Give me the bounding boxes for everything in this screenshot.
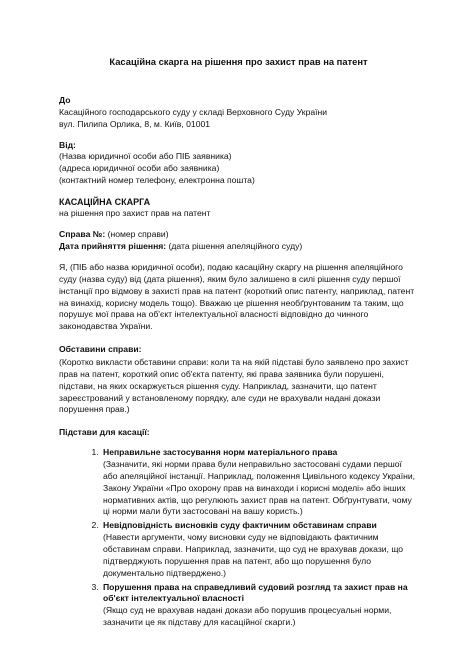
sender-label: Від:: [59, 139, 76, 150]
grounds-item-text: (Якщо суд не врахував надані докази або порушив процесуальні норми, зазначити це як підставу для касаційної скарги.): [103, 605, 392, 628]
complaint-heading: [59, 196, 418, 220]
grounds-label: Підстави для касації:: [59, 427, 150, 438]
grounds-item-title: 3. Порушення права на справедливий судовий розгляд та захист прав на об'єкт інтелектуальної власності: [103, 581, 408, 604]
sender-block: [59, 140, 418, 187]
grounds-item-title: 2. Невідповідність висновків суду фактичним обставинам справи: [103, 520, 377, 531]
circumstances-label: Обставини справи:: [59, 344, 142, 355]
recipient-block: [59, 95, 418, 131]
complaint-heading-title: КАСАЦІЙНА СКАРГА: [59, 196, 151, 207]
recipient-address: вул. Пилипа Орлика, 8, м. Київ, 01001: [59, 118, 211, 129]
case-info: [59, 229, 418, 253]
grounds-list: [59, 447, 418, 629]
sender-contacts: (контактний номер телефону, електронна пошта): [59, 175, 255, 186]
sender-name: (Назва юридичної особи або ПІБ заявника): [59, 151, 232, 162]
document-title: Касаційна скарга на рішення про захист прав на патент: [109, 56, 368, 67]
decision-date-line: [59, 241, 418, 253]
case-number-label: Справа №:: [59, 229, 106, 240]
case-number-line: [59, 229, 418, 241]
grounds-item: [101, 520, 418, 579]
circumstances-section: [59, 344, 418, 416]
grounds-item-text: (Навести аргументи, чому висновки суду не відповідають фактичним обставинам справи. Наприклад, зазначити, що суд не врахував докази, що підтверджують порушення прав на патент, або що порушення було документально підтверджено.): [103, 532, 404, 578]
sender-address: (адреса юридичної особи або заявника): [59, 163, 220, 174]
complaint-heading-subtitle: на рішення про захист прав на патент: [59, 208, 211, 219]
grounds-item: [101, 582, 418, 629]
intro-paragraph: Я, (ПІБ або назва юридичної особи), подаю касаційну скаргу на рішення апеляційного суду (назва суду) від (дата рішення), яким було залишено в силі рішення суду першої інстанції про відмову в захисті прав на патент (короткий опис патенту, наприклад, патент на винахід, корисну модель тощо). Вважаю це рішення необґрунтованим та таким, що порушує мої права на об'єкт інтелектуальної власності відповідно до чинного законодавства України.: [59, 261, 415, 332]
grounds-item-text: (Зазначити, які норми права були неправильно застосовані судами першої або апеляційної інстанції. Наприклад, положення Цивільного кодексу України, Закону України «Про охорону прав на винаходи і корисні моделі» або інших нормативних актів, що регулюють захист прав на патент. Обґрунтувати, чому ці норми мали бути застосовані на вашу користь.): [103, 459, 416, 517]
decision-date-label: Дата прийняття рішення:: [59, 241, 167, 252]
case-number-value: (номер справи): [105, 229, 169, 240]
grounds-item: [101, 447, 418, 518]
grounds-item-title: 1. Неправильне застосування норм матеріального права: [103, 447, 338, 458]
grounds-section: [59, 427, 418, 629]
circumstances-text: (Коротко викласти обставини справи: коли та на якій підставі було заявлено про захист прав на патент, короткий опис об'єкта патенту, які права заявника були порушені, підстави, на яких оскаржується рішення суду. Наприклад, зазначити, що патент зареєстрований у встановленому порядку, але суди не врахували надані докази порушення прав.): [59, 356, 409, 415]
recipient-label: До: [59, 94, 71, 105]
decision-date-value: (дата рішення апеляційного суду): [166, 241, 303, 252]
recipient-court: Касаційного господарського суду у складі Верховного Суду України: [59, 106, 328, 117]
